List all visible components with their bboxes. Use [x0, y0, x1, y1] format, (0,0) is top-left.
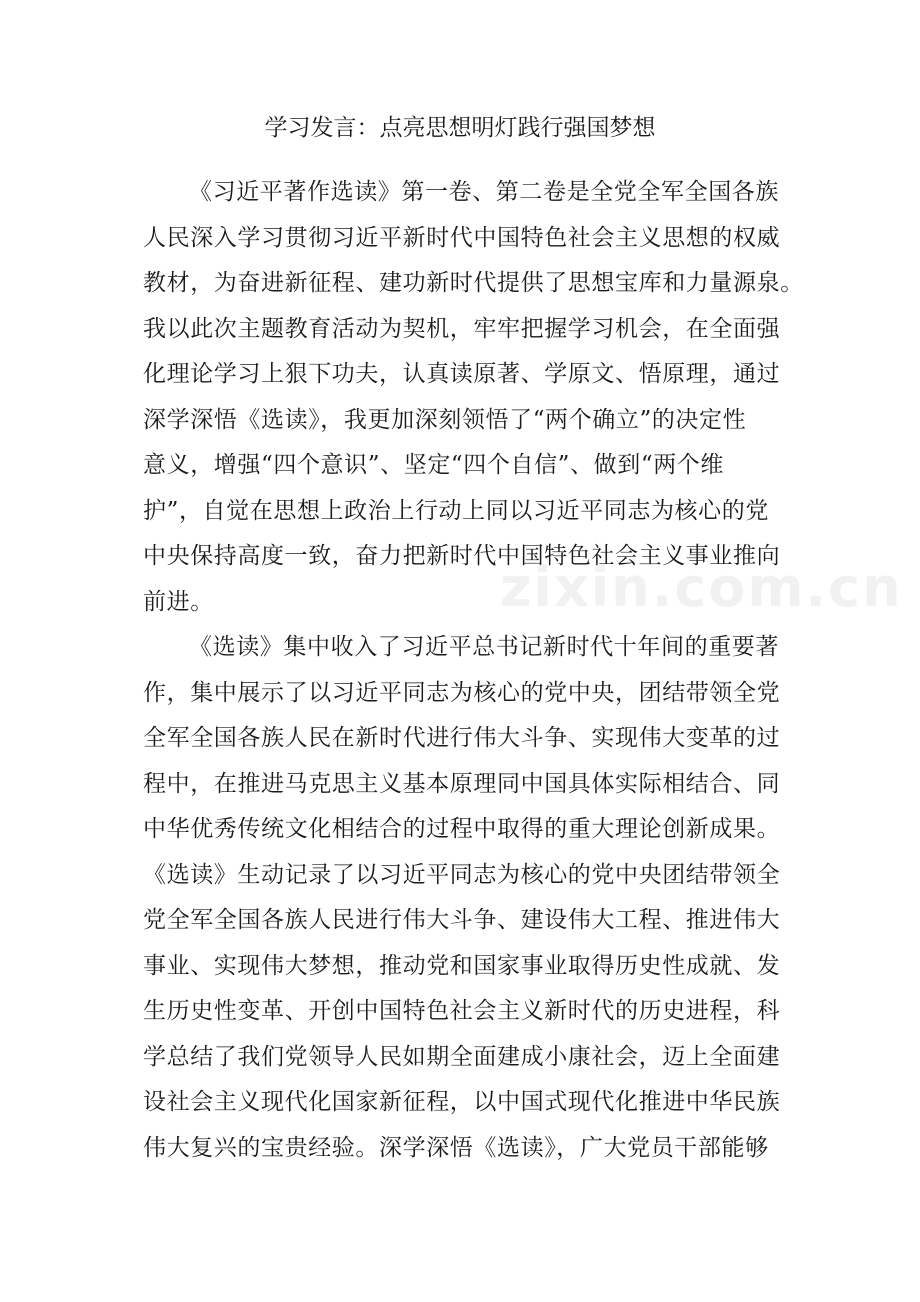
- watermark: zixin.com.cn: [500, 556, 903, 619]
- text-line: 生历史性变革、开创中国特色社会主义新时代的历史进程，科: [143, 998, 781, 1024]
- text-line: 学总结了我们党领导人民如期全面建成小康社会，迈上全面建: [143, 1043, 781, 1070]
- text-line: 深学深悟《选读》，我更加深刻领悟了“两个确立”的决定性: [143, 406, 747, 433]
- text-line: 《习近平著作选读》第一卷、第二卷是全党全军全国各族: [189, 179, 779, 205]
- text-line: 教材，为奋进新征程、建功新时代提供了思想宝库和力量源泉。: [143, 270, 804, 296]
- document-title: 学习发言：点亮思想明灯践行强国梦想: [264, 115, 656, 141]
- text-line: 作，集中展示了以习近平同志为核心的党中央，团结带领全党: [143, 679, 781, 706]
- text-line: 中华优秀传统文化相结合的过程中取得的重大理论创新成果。: [143, 816, 781, 842]
- document-body: [143, 170, 804, 1171]
- text-line: 人民深入学习贯彻习近平新时代中国特色社会主义思想的权威: [143, 224, 781, 251]
- text-line: 我以此次主题教育活动为契机，牢牢把握学习机会，在全面强: [143, 315, 781, 342]
- text-line: 设社会主义现代化国家新征程，以中国式现代化推进中华民族: [143, 1089, 781, 1115]
- paragraph-2: [143, 625, 783, 1171]
- text-line: 化理论学习上狠下功夫，认真读原著、学原文、悟原理，通过: [143, 361, 781, 387]
- text-line: 护”，自觉在思想上政治上行动上同以习近平同志为核心的党: [143, 497, 769, 524]
- text-line: 前进。: [143, 588, 214, 615]
- text-line: 意义，增强“四个意识”、坚定“四个自信”、做到“两个维: [143, 452, 724, 478]
- text-line: 《选读》集中收入了习近平总书记新时代十年间的重要著: [189, 634, 779, 660]
- text-line: 全军全国各族人民在新时代进行伟大斗争、实现伟大变革的过: [143, 725, 781, 751]
- text-line: 程中，在推进马克思主义基本原理同中国具体实际相结合、同: [143, 770, 781, 797]
- text-line: 中央保持高度一致，奋力把新时代中国特色社会主义事业推向: [143, 543, 781, 569]
- text-line: 事业、实现伟大梦想，推动党和国家事业取得历史性成就、发: [143, 952, 781, 979]
- text-line: 党全军全国各族人民进行伟大斗争、建设伟大工程、推进伟大: [143, 907, 781, 933]
- text-line: 伟大复兴的宝贵经验。深学深悟《选读》，广大党员干部能够: [143, 1134, 769, 1161]
- paragraph-1: [143, 170, 804, 625]
- text-line: 《选读》生动记录了以习近平同志为核心的党中央团结带领全: [143, 861, 781, 888]
